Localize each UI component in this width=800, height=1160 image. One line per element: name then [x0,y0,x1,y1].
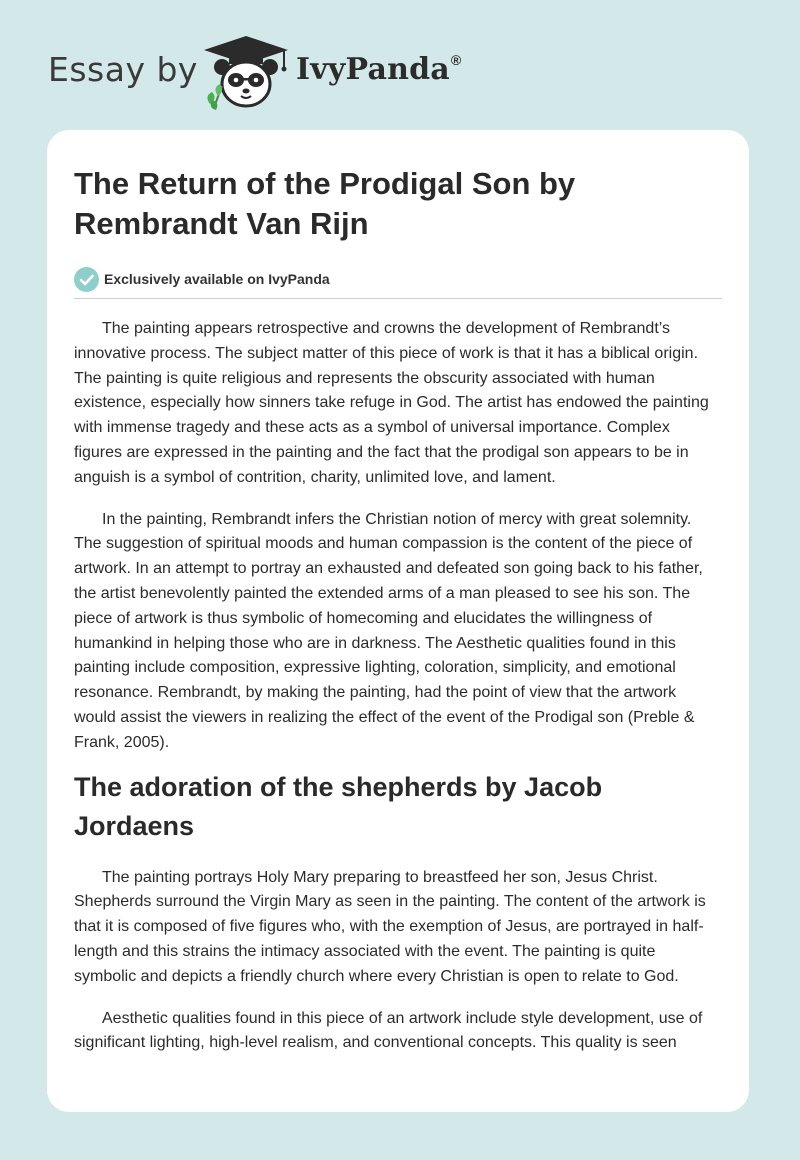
paragraph: Aesthetic qualities found in this piece of an artwork include style development, use of significant lighting, high-level realism, and conventional concepts. This quality is seen [74,1009,703,1052]
ivypanda-logo-icon[interactable] [200,34,292,112]
check-circle-icon [74,267,99,292]
brand-name[interactable]: IvyPanda® [296,52,462,87]
paragraph: The painting portrays Holy Mary preparing to breastfeed her son, Jesus Christ. Shepherds surround the Virgin Mary as seen in the painting. The content of the artwork is that it is composed of five figures who, with the exemption of Jesus, are portrayed in half-length and this strains the intimacy associated with the event. The painting is quite symbolic and depicts a friendly church where every Christian is open to relate to God. [74,868,706,985]
exclusive-badge-text: Exclusively available on IvyPanda [104,271,330,287]
exclusive-badge [74,266,722,292]
section-heading: The adoration of the shepherds by Jacob Jordaens [74,771,603,841]
site-header [0,0,800,130]
paragraph: In the painting, Rembrandt infers the Christian notion of mercy with great solemnity. The suggestion of spiritual moods and human compassion is the content of the piece of artwork. In an attempt to portray an exhausted and defeated son going back to his father, the artist benevolently painted the extended arms of a man pleased to see his son. The piece of artwork is thus symbolic of homecoming and elucidates the willingness of humankind in helping those who are in darkness. The Aesthetic qualities found in this painting include composition, expressive lighting, coloration, simplicity, and emotional resonance. Rembrandt, by making the painting, had the point of view that the artwork would assist the viewers in realizing the effect of the event of the Prodigal son (Preble & Frank, 2005). [74,510,703,751]
essay-content [74,164,722,1056]
essay-title: The Return of the Prodigal Son by Rembrandt Van Rijn [74,166,576,241]
registered-mark: ® [450,52,462,68]
paragraph: The painting appears retrospective and crowns the development of Rembrandt’s innovative process. The subject matter of this piece of work is that it has a biblical origin. The painting is quite religious and represents the obscurity associated with human existence, especially how sinners take refuge in God. The artist has endowed the painting with immense tragedy and these acts as a symbol of universal importance. Complex figures are expressed in the painting and the fact that the prodigal son appears to be in anguish is a symbol of contrition, charity, unlimited love, and lament. [74,320,709,486]
essay-card [47,130,749,1112]
essay-by-label: Essay by [48,50,198,89]
title-divider [74,298,722,299]
